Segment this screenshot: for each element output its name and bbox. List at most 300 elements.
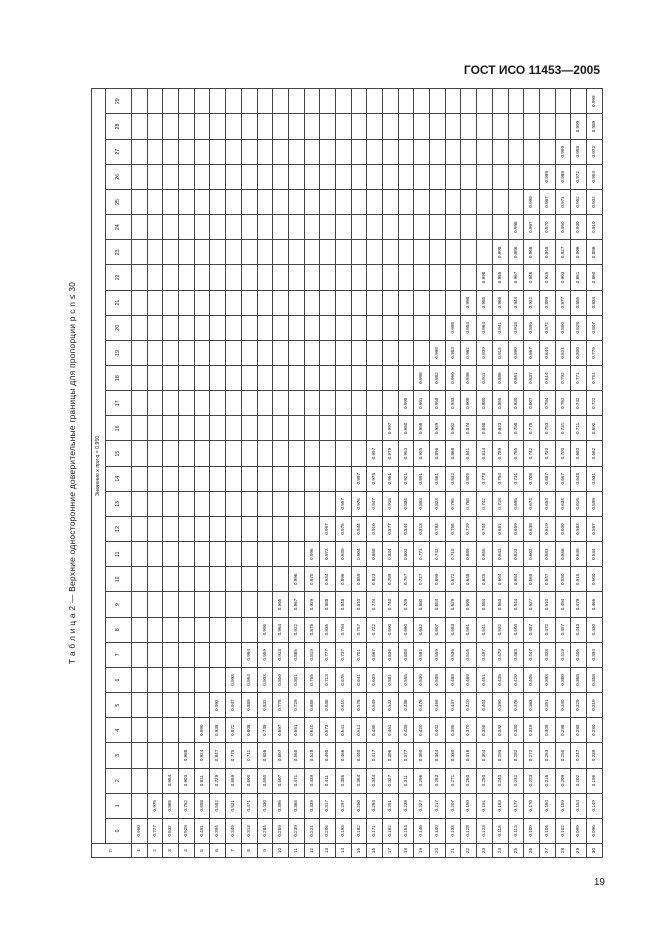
empty-cell: [508, 114, 524, 139]
empty-cell: [351, 416, 367, 441]
bound-value-cell: 0.255: [555, 743, 571, 768]
empty-cell: [210, 516, 226, 541]
table-caption: Т а б л и ц а 2 — Верхние односторонние доверительные границы для пропорции p с n ≤ 30: [67, 281, 77, 665]
bound-value-cell: 0.662: [586, 441, 602, 466]
table-row: [445, 89, 461, 858]
bound-value-cell: 0.385: [445, 718, 461, 743]
table-row: [414, 89, 430, 858]
confidence-bounds-table: [91, 88, 603, 858]
bound-value-cell: 0.757: [398, 567, 414, 592]
empty-cell: [210, 542, 226, 567]
bound-value-cell: 0.439: [304, 768, 320, 793]
bound-value-cell: 0.146: [414, 818, 430, 843]
empty-cell: [304, 189, 320, 214]
empty-cell: [383, 391, 399, 416]
empty-cell: [524, 114, 540, 139]
empty-cell: [398, 240, 414, 265]
bound-value-cell: 0.494: [555, 592, 571, 617]
bound-value-cell: 0.896: [335, 567, 351, 592]
empty-cell: [179, 416, 195, 441]
empty-cell: [383, 164, 399, 189]
empty-cell: [430, 89, 446, 114]
empty-cell: [210, 240, 226, 265]
empty-cell: [351, 290, 367, 315]
empty-cell: [288, 391, 304, 416]
empty-cell: [273, 315, 289, 340]
bound-value-cell: 0.430: [257, 793, 273, 818]
bound-value-cell: 0.685: [304, 693, 320, 718]
bound-value-cell: 0.619: [539, 516, 555, 541]
bound-value-cell: 0.711: [241, 743, 257, 768]
bound-value-cell: 0.605: [461, 592, 477, 617]
bound-value-cell: 0.247: [571, 743, 587, 768]
empty-cell: [288, 189, 304, 214]
n-value-cell: 28: [555, 844, 571, 858]
bound-value-cell: 0.329: [571, 693, 587, 718]
n-value-cell: 23: [477, 844, 493, 858]
bound-value-cell: 0.775: [226, 743, 242, 768]
empty-cell: [508, 139, 524, 164]
empty-cell: [430, 315, 446, 340]
empty-cell: [335, 139, 351, 164]
empty-cell: [273, 189, 289, 214]
bound-value-cell: 0.363: [524, 693, 540, 718]
bound-value-cell: 0.308: [539, 718, 555, 743]
bound-value-cell: 0.964: [273, 617, 289, 642]
empty-cell: [257, 391, 273, 416]
empty-cell: [288, 89, 304, 114]
bound-value-cell: 0.395: [273, 793, 289, 818]
bound-value-cell: 0.263: [539, 743, 555, 768]
bound-value-cell: 0.293: [492, 743, 508, 768]
bound-value-cell: 0.469: [461, 667, 477, 692]
empty-cell: [539, 114, 555, 139]
bound-value-cell: 0.951: [383, 466, 399, 491]
bound-value-cell: 0.946: [524, 265, 540, 290]
bound-value-cell: 0.206: [320, 818, 336, 843]
bound-value-cell: 0.567: [586, 516, 602, 541]
empty-cell: [179, 693, 195, 718]
bound-value-cell: 0.997: [351, 466, 367, 491]
empty-cell: [273, 542, 289, 567]
bound-value-cell: 0.925: [414, 441, 430, 466]
bound-value-cell: 0.848: [335, 592, 351, 617]
bound-value-cell: 0.899: [539, 290, 555, 315]
empty-cell: [147, 164, 163, 189]
bound-value-cell: 0.861: [430, 466, 446, 491]
bound-value-cell: 0.850: [273, 667, 289, 692]
bound-value-cell: 0.583: [539, 542, 555, 567]
bound-value-cell: 0.988: [179, 743, 195, 768]
bound-value-cell: 0.808: [241, 718, 257, 743]
bound-value-cell: 0.970: [304, 567, 320, 592]
empty-cell: [288, 215, 304, 240]
bound-value-cell: 0.752: [179, 793, 195, 818]
bound-value-cell: 0.680: [571, 441, 587, 466]
bound-value-cell: 0.227: [414, 793, 430, 818]
empty-cell: [241, 189, 257, 214]
bound-value-cell: 0.171: [367, 818, 383, 843]
table-row: [367, 89, 383, 858]
n-value-cell: 15: [351, 844, 367, 858]
empty-cell: [320, 114, 336, 139]
bound-value-cell: 0.771: [414, 542, 430, 567]
empty-cell: [147, 391, 163, 416]
empty-cell: [351, 215, 367, 240]
bound-value-cell: 0.973: [586, 139, 602, 164]
empty-cell: [273, 139, 289, 164]
bound-value-cell: 0.768: [461, 491, 477, 516]
empty-cell: [383, 114, 399, 139]
empty-cell: [304, 340, 320, 365]
empty-cell: [367, 164, 383, 189]
bound-value-cell: 0.954: [241, 667, 257, 692]
empty-cell: [273, 441, 289, 466]
bound-value-cell: 0.386: [335, 768, 351, 793]
empty-cell: [132, 240, 148, 265]
empty-cell: [555, 114, 571, 139]
empty-cell: [163, 164, 179, 189]
empty-cell: [226, 139, 242, 164]
bound-value-cell: 0.240: [492, 768, 508, 793]
bound-value-cell: 0.466: [335, 743, 351, 768]
empty-cell: [492, 215, 508, 240]
n-value-cell: 2: [147, 844, 163, 858]
empty-cell: [194, 240, 210, 265]
empty-cell: [194, 466, 210, 491]
empty-cell: [241, 290, 257, 315]
empty-cell: [241, 391, 257, 416]
empty-cell: [194, 567, 210, 592]
bound-value-cell: 0.396: [383, 743, 399, 768]
bound-value-cell: 0.968: [524, 240, 540, 265]
empty-cell: [241, 592, 257, 617]
bound-value-cell: 0.867: [524, 340, 540, 365]
bound-value-cell: 0.975: [147, 793, 163, 818]
x-column-header: 21: [106, 290, 132, 315]
bound-value-cell: 0.681: [492, 516, 508, 541]
empty-cell: [163, 693, 179, 718]
empty-cell: [367, 416, 383, 441]
bound-value-cell: 0.578: [351, 693, 367, 718]
empty-cell: [398, 366, 414, 391]
empty-cell: [367, 89, 383, 114]
bound-value-cell: 0.837: [524, 366, 540, 391]
table-row: [194, 89, 210, 858]
bound-value-cell: 0.625: [477, 567, 493, 592]
x-column-header: 20: [106, 315, 132, 340]
empty-cell: [132, 768, 148, 793]
bound-value-cell: 0.394: [210, 818, 226, 843]
bound-value-cell: 0.778: [477, 466, 493, 491]
bound-value-cell: 0.886: [586, 240, 602, 265]
bound-value-cell: 0.850: [555, 315, 571, 340]
bound-value-cell: 0.177: [508, 793, 524, 818]
bound-value-cell: 0.798: [508, 416, 524, 441]
empty-cell: [508, 164, 524, 189]
empty-cell: [241, 139, 257, 164]
bound-value-cell: 0.860: [586, 265, 602, 290]
bound-value-cell: 0.742: [430, 542, 446, 567]
n-value-cell: 12: [304, 844, 320, 858]
bound-value-cell: 0.232: [508, 768, 524, 793]
empty-cell: [273, 416, 289, 441]
bound-value-cell: 0.731: [508, 466, 524, 491]
empty-cell: [492, 89, 508, 114]
x-column-header: 4: [106, 718, 132, 743]
empty-cell: [147, 265, 163, 290]
empty-cell: [179, 240, 195, 265]
bound-value-cell: 0.411: [320, 768, 336, 793]
empty-cell: [163, 315, 179, 340]
n-value-cell: 1: [132, 844, 148, 858]
empty-cell: [257, 240, 273, 265]
bound-value-cell: 0.260: [461, 768, 477, 793]
bound-value-cell: 0.632: [414, 617, 430, 642]
empty-cell: [257, 567, 273, 592]
empty-cell: [194, 491, 210, 516]
empty-cell: [320, 366, 336, 391]
empty-cell: [241, 340, 257, 365]
empty-cell: [179, 265, 195, 290]
empty-cell: [273, 290, 289, 315]
empty-cell: [194, 516, 210, 541]
bound-value-cell: 0.999: [555, 139, 571, 164]
empty-cell: [288, 240, 304, 265]
bound-value-cell: 0.550: [257, 768, 273, 793]
empty-cell: [414, 315, 430, 340]
bound-value-cell: 0.311: [398, 768, 414, 793]
bound-value-cell: 0.998: [445, 315, 461, 340]
empty-cell: [445, 290, 461, 315]
bound-value-cell: 0.541: [335, 718, 351, 743]
x-column-header: 24: [106, 215, 132, 240]
empty-cell: [194, 215, 210, 240]
bound-value-cell: 0.154: [571, 793, 587, 818]
bound-value-cell: 0.370: [461, 718, 477, 743]
bound-value-cell: 0.636: [383, 642, 399, 667]
bound-value-cell: 0.891: [414, 466, 430, 491]
x-column-header: 1: [106, 793, 132, 818]
empty-cell: [304, 516, 320, 541]
empty-cell: [210, 164, 226, 189]
bound-value-cell: 0.708: [524, 466, 540, 491]
bound-value-cell: 0.754: [492, 466, 508, 491]
bound-value-cell: 0.534: [586, 542, 602, 567]
bound-value-cell: 0.297: [335, 793, 351, 818]
empty-cell: [257, 542, 273, 567]
bound-value-cell: 0.581: [383, 667, 399, 692]
bound-value-cell: 0.985: [492, 265, 508, 290]
empty-cell: [335, 315, 351, 340]
empty-cell: [430, 265, 446, 290]
bound-value-cell: 0.476: [414, 693, 430, 718]
empty-cell: [257, 114, 273, 139]
bound-value-cell: 0.622: [508, 542, 524, 567]
bound-value-cell: 0.998: [430, 340, 446, 365]
bound-value-cell: 0.932: [586, 189, 602, 214]
empty-cell: [288, 139, 304, 164]
empty-cell: [132, 315, 148, 340]
empty-cell: [241, 617, 257, 642]
bound-value-cell: 0.933: [445, 391, 461, 416]
empty-cell: [257, 340, 273, 365]
empty-cell: [226, 391, 242, 416]
empty-cell: [257, 89, 273, 114]
empty-cell: [226, 466, 242, 491]
bound-value-cell: 0.713: [320, 667, 336, 692]
empty-cell: [210, 391, 226, 416]
empty-cell: [398, 89, 414, 114]
empty-cell: [132, 793, 148, 818]
empty-cell: [147, 189, 163, 214]
empty-cell: [288, 441, 304, 466]
empty-cell: [430, 215, 446, 240]
bound-value-cell: 0.835: [320, 617, 336, 642]
x-column-header: 3: [106, 743, 132, 768]
bound-value-cell: 0.715: [445, 542, 461, 567]
bound-value-cell: 0.778: [273, 693, 289, 718]
empty-cell: [351, 441, 367, 466]
bound-value-cell: 0.947: [226, 693, 242, 718]
empty-cell: [477, 164, 493, 189]
bound-value-cell: 0.929: [304, 592, 320, 617]
bound-value-cell: 0.896: [430, 441, 446, 466]
bound-value-cell: 0.700: [555, 441, 571, 466]
bound-value-cell: 0.330: [445, 743, 461, 768]
empty-cell: [414, 340, 430, 365]
n-value-cell: 22: [461, 844, 477, 858]
bound-value-cell: 0.528: [179, 818, 195, 843]
bound-value-cell: 0.344: [367, 768, 383, 793]
bound-value-cell: 0.989: [586, 114, 602, 139]
bound-value-cell: 0.280: [351, 793, 367, 818]
n-column-header: n: [92, 844, 132, 858]
bound-value-cell: 0.674: [524, 491, 540, 516]
bound-value-cell: 0.485: [367, 718, 383, 743]
bound-value-cell: 0.807: [524, 391, 540, 416]
bound-value-cell: 0.566: [555, 542, 571, 567]
empty-cell: [335, 189, 351, 214]
bound-value-cell: 0.801: [288, 667, 304, 692]
empty-cell: [304, 164, 320, 189]
empty-cell: [257, 441, 273, 466]
bound-value-cell: 0.855: [571, 290, 587, 315]
empty-cell: [194, 290, 210, 315]
empty-cell: [226, 617, 242, 642]
n-value-cell: 26: [524, 844, 540, 858]
empty-cell: [304, 139, 320, 164]
empty-cell: [163, 441, 179, 466]
empty-cell: [304, 240, 320, 265]
bound-value-cell: 0.654: [430, 592, 446, 617]
bound-value-cell: 0.960: [445, 366, 461, 391]
bound-value-cell: 0.756: [445, 516, 461, 541]
bound-value-cell: 0.795: [445, 491, 461, 516]
empty-cell: [335, 240, 351, 265]
bound-value-cell: 0.874: [461, 416, 477, 441]
empty-cell: [241, 366, 257, 391]
bound-value-cell: 0.985: [477, 290, 493, 315]
bound-value-cell: 0.922: [288, 617, 304, 642]
n-value-cell: 6: [210, 844, 226, 858]
bound-value-cell: 0.259: [273, 818, 289, 843]
n-value-cell: 19: [414, 844, 430, 858]
empty-cell: [241, 516, 257, 541]
empty-cell: [132, 667, 148, 692]
bound-value-cell: 0.202: [571, 768, 587, 793]
empty-cell: [179, 617, 195, 642]
empty-cell: [194, 139, 210, 164]
empty-cell: [132, 340, 148, 365]
empty-cell: [147, 667, 163, 692]
empty-cell: [524, 139, 540, 164]
empty-cell: [445, 114, 461, 139]
table-row: [304, 89, 320, 858]
x-column-header: 14: [106, 466, 132, 491]
empty-cell: [430, 164, 446, 189]
bound-value-cell: 0.667: [367, 642, 383, 667]
table-row: [320, 89, 336, 858]
bound-value-cell: 0.709: [398, 592, 414, 617]
bound-value-cell: 0.939: [477, 340, 493, 365]
empty-cell: [241, 567, 257, 592]
bound-value-cell: 0.910: [586, 215, 602, 240]
bound-value-cell: 0.351: [539, 693, 555, 718]
bound-value-cell: 0.154: [398, 818, 414, 843]
empty-cell: [367, 265, 383, 290]
empty-cell: [132, 642, 148, 667]
x-column-header: 2: [106, 768, 132, 793]
bound-value-cell: 0.521: [226, 793, 242, 818]
bound-value-cell: 0.722: [367, 617, 383, 642]
bound-value-cell: 0.339: [304, 793, 320, 818]
bound-value-cell: 0.690: [383, 617, 399, 642]
x-column-header: 13: [106, 491, 132, 516]
bound-value-cell: 0.440: [351, 743, 367, 768]
bound-value-cell: 0.805: [461, 466, 477, 491]
empty-cell: [147, 466, 163, 491]
bound-value-cell: 0.939: [335, 542, 351, 567]
bound-value-cell: 0.420: [414, 718, 430, 743]
empty-cell: [477, 89, 493, 114]
table-row: [524, 89, 540, 858]
bound-value-cell: 0.811: [194, 768, 210, 793]
table-row: [163, 89, 179, 858]
empty-cell: [179, 567, 195, 592]
x-column-header: 8: [106, 617, 132, 642]
bound-value-cell: 0.789: [492, 441, 508, 466]
empty-cell: [147, 240, 163, 265]
empty-cell: [383, 240, 399, 265]
empty-cell: [461, 89, 477, 114]
bound-value-cell: 0.993: [226, 667, 242, 692]
bound-value-cell: 0.417: [367, 743, 383, 768]
empty-cell: [257, 215, 273, 240]
bound-value-cell: 0.783: [430, 516, 446, 541]
empty-cell: [241, 215, 257, 240]
empty-cell: [179, 542, 195, 567]
bound-value-cell: 0.910: [367, 516, 383, 541]
bound-value-cell: 0.238: [398, 793, 414, 818]
empty-cell: [335, 164, 351, 189]
empty-cell: [320, 441, 336, 466]
empty-cell: [241, 441, 257, 466]
bound-value-cell: 0.844: [398, 516, 414, 541]
empty-cell: [414, 240, 430, 265]
n-value-cell: 7: [226, 844, 242, 858]
empty-cell: [194, 340, 210, 365]
